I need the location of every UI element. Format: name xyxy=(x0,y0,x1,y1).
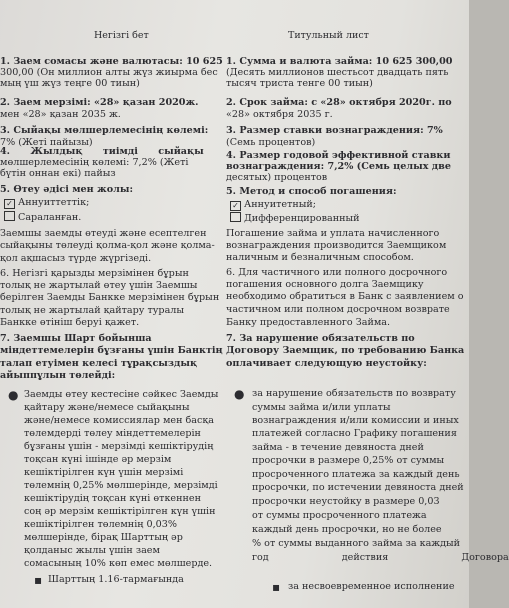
ru-line: тысяч триста тенге 00 тиын) xyxy=(226,78,373,89)
ru-line: (Десять миллионов шестьсот двадцать пять xyxy=(226,67,449,78)
bullet-icon: ● xyxy=(8,388,19,402)
ru-line: просрочки, по истечении девяноста дней xyxy=(252,482,464,493)
ru-line: займа - в течение девяноста дней xyxy=(252,442,424,453)
ru-line: за несвоевременное исполнение xyxy=(288,581,455,592)
kz-line: және/немесе комиссиялар мен басқа xyxy=(24,415,214,426)
kz-line: 7% (Жеті пайызы) xyxy=(0,137,93,148)
kz-checkbox-diff xyxy=(4,211,81,223)
kz-line: мың үш жүз теңге 00 тиын) xyxy=(0,78,140,89)
kz-line: қолданыс жылы үшін заем xyxy=(24,545,160,556)
bullet-icon: ▪ xyxy=(272,580,281,594)
ru-line: Договору Заемщик, по требованию Банка xyxy=(226,345,465,356)
ru-line: 4. Размер годовой эффективной ставки xyxy=(226,150,451,161)
checkbox-empty-icon xyxy=(4,211,15,221)
kz-line: Заемды өтеу кестесіне сәйкес Заемды xyxy=(24,389,219,400)
kz-line: бүтін оннан екі) пайыз xyxy=(0,168,116,179)
ru-line: 6. Для частичного или полного досрочного xyxy=(226,267,448,278)
kz-line: төлемдерді төлеу міндеттемелерін xyxy=(24,428,201,439)
ru-line: оплачивает следующую неустойку: xyxy=(226,358,427,369)
ru-line: (Семь процентов) xyxy=(226,137,316,148)
kz-line: кешіктірілген күн үшін мерзімі xyxy=(24,467,184,478)
kz-line: сомасының 10% көп емес мөлшерде. xyxy=(24,558,213,569)
kz-line: 3. Сыйақы мөлшерлемесінің көлемі: xyxy=(0,125,209,136)
ru-line: частичном или полном досрочном возврате xyxy=(226,304,450,315)
kz-line: Сараланған. xyxy=(18,212,82,223)
kz-line: сыйақыны төлеуді қолма-қол және қолма- xyxy=(0,240,215,251)
kz-line: 300,00 (Он миллион алты жүз жиырма бес xyxy=(0,67,218,78)
ru-line: Погашение займа и уплата начисленного xyxy=(226,228,440,239)
ru-line: Банку предоставленного Займа. xyxy=(226,317,391,328)
checkbox-empty-icon xyxy=(230,212,241,222)
ru-line: 3. Размер ставки вознаграждения: 7% xyxy=(226,125,443,136)
kz-line: талап етуімен келесі тұрақсыздық xyxy=(0,358,198,369)
ru-line: вознаграждения: 7,2% (Семь целых две xyxy=(226,161,451,172)
ru-line: каждый день просрочки, но не более xyxy=(252,524,442,535)
ru-line: погашения основного долга Заемщику xyxy=(226,279,424,290)
ru-line: 7. За нарушение обязательств по xyxy=(226,333,415,344)
kz-line: Шарттың 1.16-тармағында xyxy=(48,574,184,585)
kz-line: 5. Өтеу әдісі мен жолы: xyxy=(0,184,134,195)
kz-line: бұзғаны үшін - мерзімді кешіктірудің xyxy=(24,441,214,452)
kz-line: Банкке өтініш беруі қажет. xyxy=(0,317,140,328)
kz-line: қайтару және/немесе сыйақыны xyxy=(24,402,190,413)
kz-line: толық не жартылай өтеу үшін Заемшы xyxy=(0,280,198,291)
kz-header: Негізгі бет xyxy=(94,30,149,41)
kz-line: толық не жартылай қайтару туралы xyxy=(0,305,185,316)
kz-line: тоқсан күні ішінде әр мерзім xyxy=(24,454,172,465)
kz-line: міндеттемелерін бұзғаны үшін Банктің xyxy=(0,345,223,356)
kz-line: мөлшерінде, бірақ Шарттың әр xyxy=(24,532,183,543)
kz-line: 1. Заем сомасы және валютасы: 10 625 xyxy=(0,56,223,67)
kz-line: қол ақшасыз түрде жүргізеді. xyxy=(0,253,152,264)
ru-line: 5. Метод и способ погашения: xyxy=(226,186,397,197)
kz-line: 7. Заемшы Шарт бойынша xyxy=(0,333,152,344)
kz-line: айыппұлын төлейді: xyxy=(0,370,116,381)
ru-line: Дифференцированный xyxy=(244,213,360,224)
ru-line: за нарушение обязательств по возврату xyxy=(252,388,456,399)
kz-line: 6. Негізгі қарызды мерзімінен бұрын xyxy=(0,268,189,279)
kz-line: соң әр мерзім кешіктірілген күн үшін xyxy=(24,506,216,517)
kz-line: берілген Заемды Банкке мерзімінен бұрын xyxy=(0,292,220,303)
ru-line: наличным и безналичным способом. xyxy=(226,252,414,263)
kz-line: мен «28» қазан 2035 ж. xyxy=(0,109,121,120)
checkbox-checked-icon: ✓ xyxy=(4,199,15,209)
kz-checkbox-annuity xyxy=(4,197,89,209)
kz-line: Заемшы заемды өтеуді және есептелген xyxy=(0,228,207,239)
kz-line: 4. Жылдық тиімді сыйақы xyxy=(0,146,204,157)
ru-checkbox-annuity xyxy=(230,199,316,211)
kz-line: кешіктірілген төлемнің 0,03% xyxy=(24,519,177,530)
ru-line: просрочки неустойку в размере 0,03 xyxy=(252,496,440,507)
ru-line: суммы займа и/или уплаты xyxy=(252,402,391,413)
ru-line: 1. Сумма и валюта займа: 10 625 300,00 xyxy=(226,56,453,67)
kz-line: 2. Заем мерзімі: «28» қазан 2020ж. xyxy=(0,97,199,108)
bullet-icon: ▪ xyxy=(34,573,43,587)
bullet-icon: ● xyxy=(234,387,245,401)
ru-line: вознаграждения производится Заемщиком xyxy=(226,240,447,251)
ru-line: Аннуитетный; xyxy=(244,199,317,210)
checkbox-checked-icon: ✓ xyxy=(230,201,241,211)
ru-line: % от суммы выданного займа за каждый xyxy=(252,538,461,549)
kz-line: мөлшерлемесінің көлемі: 7,2% (Жеті xyxy=(0,157,189,168)
ru-line: от суммы просроченного платежа xyxy=(252,510,427,521)
kz-line: Аннуиттеттік; xyxy=(18,197,90,208)
ru-line: 2. Срок займа: с «28» октября 2020г. по xyxy=(226,97,452,108)
ru-checkbox-diff xyxy=(230,212,360,224)
ru-line: «28» октября 2035 г. xyxy=(226,109,333,120)
kz-line: төлемнің 0,25% мөлшерінде, мерзімді xyxy=(24,480,218,491)
ru-line: необходимо обратиться в Банк с заявлением о xyxy=(226,291,464,302)
ru-line: год действия Договора xyxy=(252,552,509,563)
ru-line: вознаграждения и/или комиссии и иных xyxy=(252,415,459,426)
ru-line: платежей согласно Графику погашения xyxy=(252,428,457,439)
ru-line: десятых) процентов xyxy=(226,172,328,183)
ru-line: просрочки в размере 0,25% от суммы xyxy=(252,455,445,466)
kz-line: кешіктірудің тоқсан күні өткеннен xyxy=(24,493,201,504)
ru-line: просроченного платежа за каждый день xyxy=(252,469,460,480)
ru-header: Титульный лист xyxy=(288,30,369,41)
